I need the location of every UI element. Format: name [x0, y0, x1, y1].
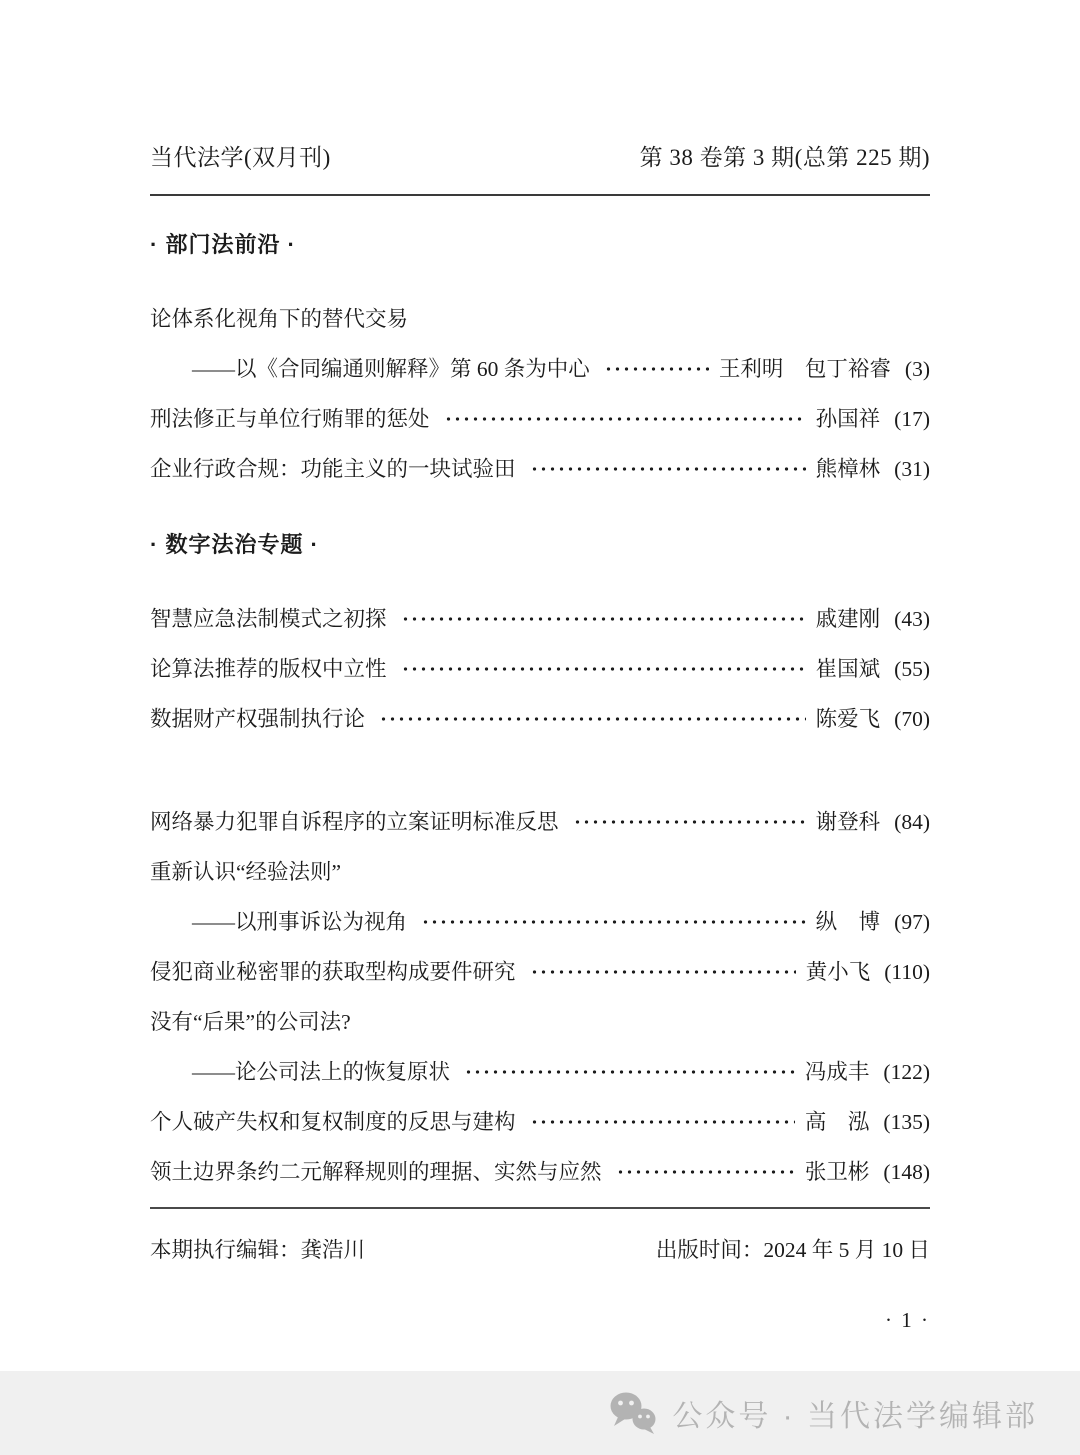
dot-leader — [377, 704, 806, 734]
toc-row — [150, 1057, 930, 1087]
article-page: (84) — [894, 810, 930, 834]
watermark-text: 公众号 · 当代法学编辑部 — [672, 1400, 1038, 1433]
dot-leader — [442, 404, 806, 434]
header-rule — [150, 194, 930, 196]
section-heading-digital-rule-of-law: · 数字法治专题 · — [150, 532, 319, 557]
article-page: (122) — [883, 1060, 930, 1084]
article-subtitle: ——以刑事诉讼为视角 — [192, 910, 408, 934]
article-title: 刑法修正与单位行贿罪的惩处 — [150, 407, 430, 431]
footer-rule — [150, 1207, 930, 1209]
page-number: · 1 · — [885, 1308, 930, 1332]
watermark — [608, 1391, 1038, 1435]
article-authors: 冯成丰 — [804, 1060, 870, 1084]
article-title: 领土边界条约二元解释规则的理据、实然与应然 — [150, 1160, 602, 1184]
toc-row — [150, 807, 930, 837]
toc-row — [150, 404, 930, 434]
article-authors: 张卫彬 — [804, 1160, 870, 1184]
watermark-band — [0, 1371, 1080, 1455]
toc-row — [150, 1007, 930, 1037]
dot-leader — [614, 1157, 795, 1187]
toc-row — [150, 907, 930, 937]
dot-leader — [528, 1107, 795, 1137]
article-page: (3) — [904, 357, 930, 381]
dot-leader — [419, 907, 806, 937]
article-title: 没有“后果”的公司法? — [150, 1010, 351, 1034]
article-title: 智慧应急法制模式之初探 — [150, 607, 387, 631]
toc-row — [150, 957, 930, 987]
issue-info: 第 38 卷第 3 期(总第 225 期) — [639, 145, 930, 170]
article-authors: 王利明 包丁裕睿 — [718, 357, 891, 381]
section-gap — [150, 754, 930, 807]
article-authors: 孙国祥 — [815, 407, 881, 431]
article-page: (97) — [894, 910, 930, 934]
article-authors: 戚建刚 — [815, 607, 881, 631]
dot-leader — [571, 807, 806, 837]
article-title: 论算法推荐的版权中立性 — [150, 657, 387, 681]
publish-date: 出版时间：2024 年 5 月 10 日 — [655, 1237, 930, 1262]
journal-title: 当代法学(双月刊) — [150, 145, 331, 170]
dot-leader — [399, 604, 806, 634]
toc-row — [150, 604, 930, 634]
article-title: 侵犯商业秘密罪的获取型构成要件研究 — [150, 960, 516, 984]
toc-row — [150, 704, 930, 734]
toc-row — [150, 1107, 930, 1137]
dot-leader — [399, 654, 806, 684]
toc-row — [150, 1157, 930, 1187]
article-page: (135) — [883, 1110, 930, 1134]
article-authors: 谢登科 — [815, 810, 881, 834]
toc-row — [150, 304, 930, 334]
article-authors: 高 泓 — [804, 1110, 870, 1134]
article-authors: 熊樟林 — [815, 457, 881, 481]
executive-editor: 本期执行编辑：龚浩川 — [150, 1237, 366, 1262]
masthead — [150, 140, 930, 172]
toc-row — [150, 654, 930, 684]
article-page: (70) — [894, 707, 930, 731]
article-title: 数据财产权强制执行论 — [150, 707, 366, 731]
article-authors: 纵 博 — [815, 910, 881, 934]
toc-row — [150, 454, 930, 484]
article-title: 重新认识“经验法则” — [150, 860, 342, 884]
wechat-icon — [608, 1391, 658, 1435]
dot-leader — [462, 1057, 795, 1087]
article-page: (17) — [894, 407, 930, 431]
article-authors: 黄小飞 — [805, 960, 871, 984]
article-authors: 陈爱飞 — [815, 707, 881, 731]
dot-leader — [528, 454, 806, 484]
article-subtitle: ——以《合同编通则解释》第 60 条为中心 — [192, 357, 590, 381]
article-authors: 崔国斌 — [815, 657, 881, 681]
section-heading-departmental-law: · 部门法前沿 · — [150, 232, 296, 257]
article-page: (31) — [894, 457, 930, 481]
article-title: 个人破产失权和复权制度的反思与建构 — [150, 1110, 516, 1134]
toc-row — [150, 354, 930, 384]
toc-row — [150, 857, 930, 887]
footer-line — [150, 1233, 930, 1263]
article-title: 企业行政合规：功能主义的一块试验田 — [150, 457, 516, 481]
article-page: (43) — [894, 607, 930, 631]
article-page: (148) — [883, 1160, 930, 1184]
article-page: (110) — [884, 960, 930, 984]
dot-leader — [602, 354, 709, 384]
article-title: 论体系化视角下的替代交易 — [150, 307, 409, 331]
article-subtitle: ——论公司法上的恢复原状 — [192, 1060, 451, 1084]
article-title: 网络暴力犯罪自诉程序的立案证明标准反思 — [150, 810, 559, 834]
article-page: (55) — [894, 657, 930, 681]
dot-leader — [528, 957, 796, 987]
